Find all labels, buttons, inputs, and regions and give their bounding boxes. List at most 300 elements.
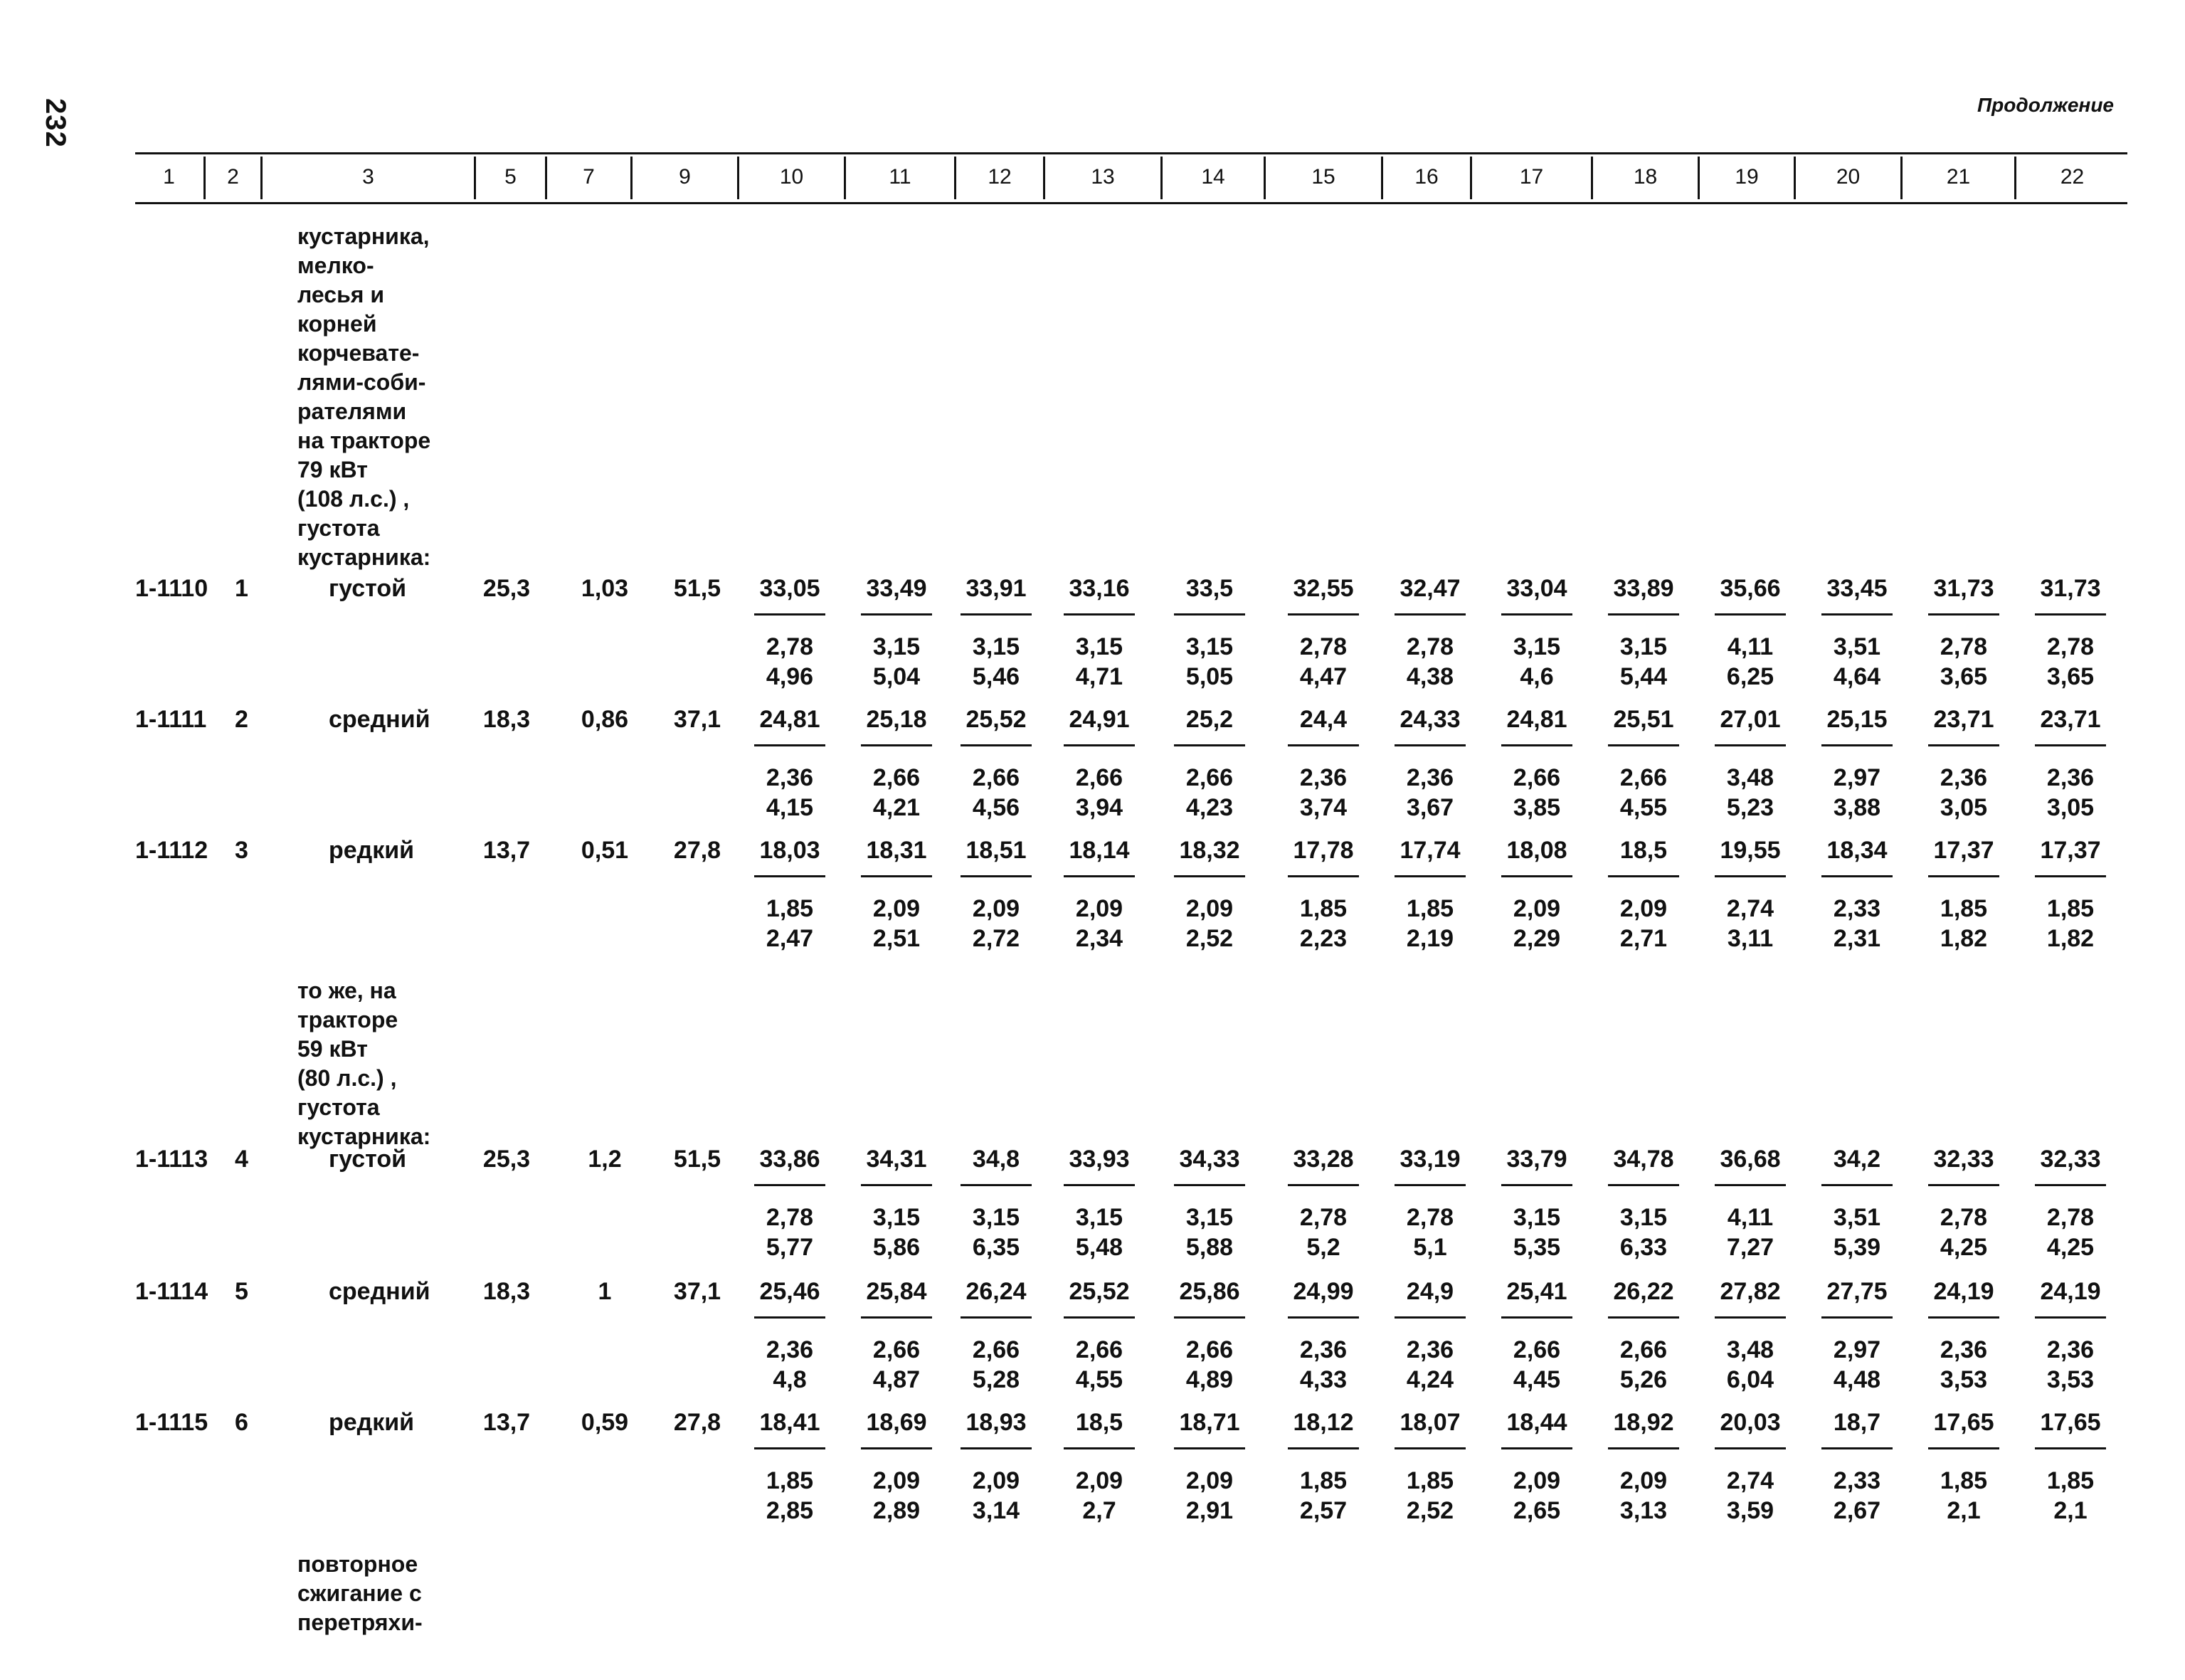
cell-total: 34,78 [1613,1146,1674,1173]
cell-wages: 2,66 [1185,1336,1234,1363]
row-density: редкий [329,837,415,864]
cell-total: 25,15 [1826,706,1888,733]
cell-machines: 3,53 [1940,1366,1988,1393]
cell-wages: 2,78 [766,633,814,660]
cell-total: 24,19 [1933,1278,1994,1305]
fraction-bar [2035,875,2106,877]
cell-machines: 4,45 [1513,1366,1561,1393]
column-separator [1794,157,1796,199]
fraction-bar [2035,1184,2106,1186]
fraction-bar [861,875,932,877]
cell-machines: 4,15 [766,794,814,821]
cell-wages: 2,09 [1513,895,1561,922]
cell-col-9: 51,5 [673,575,721,602]
row-number: 4 [235,1146,248,1173]
cell-machines: 3,13 [1619,1497,1668,1524]
cell-machines: 3,74 [1299,794,1348,821]
description-line: повторное [297,1551,418,1577]
cell-machines: 3,05 [1940,794,1988,821]
cell-total: 18,92 [1613,1409,1674,1436]
cell-total: 34,8 [972,1146,1020,1173]
cell-total: 18,34 [1826,837,1888,864]
cell-wages: 3,15 [972,1204,1020,1231]
cell-total: 33,19 [1400,1146,1461,1173]
description-line: кустарника: [297,1124,431,1149]
row-density: редкий [329,1409,415,1436]
fraction-bar [1821,875,1893,877]
cell-wages: 2,36 [1406,1336,1454,1363]
column-header-14: 14 [1201,165,1225,189]
cell-total: 33,45 [1826,575,1888,602]
cell-total: 24,9 [1406,1278,1454,1305]
cell-total: 25,86 [1179,1278,1240,1305]
column-separator [1698,157,1700,199]
cell-total: 26,22 [1613,1278,1674,1305]
cell-machines: 4,89 [1185,1366,1234,1393]
cell-total: 18,08 [1506,837,1567,864]
cell-machines: 4,38 [1406,663,1454,690]
row-code: 1-1115 [135,1409,208,1436]
cell-wages: 1,85 [1299,895,1348,922]
fraction-bar [1064,613,1135,616]
fraction-bar [1501,613,1572,616]
column-separator [954,157,956,199]
cell-machines: 3,14 [972,1497,1020,1524]
cell-total: 34,2 [1833,1146,1881,1173]
fraction-bar [1821,744,1893,746]
cell-machines: 6,33 [1619,1234,1668,1261]
column-header-5: 5 [504,165,517,189]
column-header-3: 3 [362,165,374,189]
fraction-bar [1501,1447,1572,1449]
cell-machines: 4,87 [872,1366,921,1393]
description-line: мелко- [297,253,374,278]
cell-machines: 2,23 [1299,925,1348,952]
cell-wages: 3,51 [1833,1204,1881,1231]
cell-total: 33,5 [1185,575,1234,602]
cell-col-5: 13,7 [482,837,531,864]
fraction-bar [861,1447,932,1449]
cell-wages: 3,15 [872,1204,921,1231]
cell-machines: 2,29 [1513,925,1561,952]
column-separator [2014,157,2016,199]
fraction-bar [1928,875,1999,877]
fraction-bar [1064,1184,1135,1186]
cell-wages: 3,15 [1185,1204,1234,1231]
cell-wages: 2,33 [1833,895,1881,922]
row-number: 1 [235,575,248,602]
cell-wages: 3,15 [872,633,921,660]
cell-wages: 2,66 [872,1336,921,1363]
cell-col-7: 1,03 [581,575,629,602]
cell-wages: 2,09 [1513,1467,1561,1494]
column-header-19: 19 [1735,165,1759,189]
cell-total: 23,71 [2040,706,2101,733]
fraction-bar [1288,744,1359,746]
cell-machines: 4,6 [1520,663,1554,690]
cell-wages: 2,78 [1299,633,1348,660]
row-code: 1-1112 [135,837,208,864]
fraction-bar [961,1316,1032,1319]
cell-total: 27,75 [1826,1278,1888,1305]
cell-machines: 5,05 [1185,663,1234,690]
cell-total: 25,41 [1506,1278,1567,1305]
row-number: 2 [235,706,248,733]
cell-machines: 2,1 [1947,1497,1981,1524]
cell-total: 27,82 [1720,1278,1781,1305]
cell-col-7: 0,86 [581,706,629,733]
cell-machines: 4,47 [1299,663,1348,690]
cell-wages: 1,85 [2046,1467,2095,1494]
cell-machines: 4,55 [1075,1366,1123,1393]
cell-machines: 5,04 [872,663,921,690]
cell-wages: 1,85 [1299,1467,1348,1494]
cell-machines: 4,25 [2046,1234,2095,1261]
cell-machines: 6,04 [1726,1366,1774,1393]
fraction-bar [961,1447,1032,1449]
column-header-20: 20 [1836,165,1861,189]
column-header-7: 7 [583,165,595,189]
cell-total: 18,41 [759,1409,820,1436]
column-separator [1900,157,1903,199]
column-separator [1591,157,1593,199]
cell-wages: 2,97 [1833,764,1881,791]
column-separator [1264,157,1266,199]
row-code: 1-1110 [135,575,208,602]
cell-wages: 2,78 [1406,633,1454,660]
cell-total: 31,73 [2040,575,2101,602]
cell-total: 32,55 [1293,575,1354,602]
cell-machines: 3,65 [2046,663,2095,690]
cell-machines: 5,46 [972,663,1020,690]
cell-machines: 5,23 [1726,794,1774,821]
fraction-bar [1608,744,1679,746]
cell-wages: 2,66 [1185,764,1234,791]
cell-wages: 3,15 [1075,633,1123,660]
cell-wages: 2,78 [1406,1204,1454,1231]
description-line: (108 л.с.) , [297,486,410,512]
fraction-bar [1174,875,1245,877]
cell-total: 24,81 [759,706,820,733]
fraction-bar [1928,744,1999,746]
cell-col-5: 13,7 [482,1409,531,1436]
cell-machines: 5,28 [972,1366,1020,1393]
cell-total: 18,32 [1179,837,1240,864]
fraction-bar [1608,613,1679,616]
column-header-11: 11 [889,165,911,189]
cell-wages: 3,51 [1833,633,1881,660]
description-line: на тракторе [297,428,431,453]
cell-machines: 2,52 [1406,1497,1454,1524]
cell-machines: 4,24 [1406,1366,1454,1393]
cell-wages: 2,78 [2046,1204,2095,1231]
cell-col-9: 27,8 [673,1409,721,1436]
cell-total: 33,86 [759,1146,820,1173]
row-number: 3 [235,837,248,864]
fraction-bar [1821,613,1893,616]
fraction-bar [861,1184,932,1186]
column-separator [474,157,476,199]
fraction-bar [1174,1447,1245,1449]
cell-wages: 1,85 [1406,895,1454,922]
cell-wages: 2,09 [1185,1467,1234,1494]
cell-machines: 2,72 [972,925,1020,952]
cell-total: 25,52 [965,706,1027,733]
cell-wages: 2,97 [1833,1336,1881,1363]
cell-col-7: 0,59 [581,1409,629,1436]
cell-wages: 2,36 [1940,764,1988,791]
cell-total: 24,81 [1506,706,1567,733]
cell-machines: 4,48 [1833,1366,1881,1393]
cell-machines: 3,05 [2046,794,2095,821]
cell-total: 24,99 [1293,1278,1354,1305]
fraction-bar [861,744,932,746]
cell-col-7: 1 [598,1278,612,1305]
column-separator [203,157,206,199]
cell-wages: 2,09 [972,1467,1020,1494]
fraction-bar [961,744,1032,746]
cell-total: 25,46 [759,1278,820,1305]
cell-total: 33,79 [1506,1146,1567,1173]
cell-wages: 2,78 [1299,1204,1348,1231]
fraction-bar [754,1447,825,1449]
cell-wages: 2,36 [1299,1336,1348,1363]
cell-wages: 2,36 [766,1336,814,1363]
cell-total: 18,31 [866,837,927,864]
fraction-bar [1608,1447,1679,1449]
cell-total: 24,19 [2040,1278,2101,1305]
fraction-bar [1288,613,1359,616]
cell-total: 18,71 [1179,1409,1240,1436]
fraction-bar [961,875,1032,877]
cell-machines: 2,89 [872,1497,921,1524]
fraction-bar [1928,1316,1999,1319]
cell-total: 24,4 [1299,706,1348,733]
fraction-bar [861,1316,932,1319]
cell-total: 33,28 [1293,1146,1354,1173]
cell-total: 32,47 [1400,575,1461,602]
cell-total: 17,74 [1400,837,1461,864]
description-line: лесья и [297,282,384,307]
cell-col-9: 37,1 [673,706,721,733]
fraction-bar [961,613,1032,616]
cell-machines: 3,67 [1406,794,1454,821]
cell-machines: 2,91 [1185,1497,1234,1524]
cell-machines: 3,53 [2046,1366,2095,1393]
cell-total: 18,44 [1506,1409,1567,1436]
description-line: сжигание с [297,1580,422,1606]
cell-wages: 4,11 [1727,633,1774,660]
cell-machines: 5,48 [1075,1234,1123,1261]
row-density: густой [329,1146,407,1173]
column-separator [1043,157,1045,199]
cell-total: 33,49 [866,575,927,602]
fraction-bar [1288,875,1359,877]
description-line: кустарника, [297,223,430,249]
fraction-bar [1395,613,1466,616]
description-line: корней [297,311,377,337]
cell-wages: 2,78 [1940,633,1988,660]
fraction-bar [1928,613,1999,616]
column-header-22: 22 [2060,165,2085,189]
cell-machines: 4,64 [1833,663,1881,690]
fraction-bar [2035,744,2106,746]
cell-total: 20,03 [1720,1409,1781,1436]
fraction-bar [1608,875,1679,877]
cell-total: 33,04 [1506,575,1567,602]
cell-total: 18,5 [1619,837,1668,864]
cell-machines: 3,59 [1726,1497,1774,1524]
fraction-bar [754,1184,825,1186]
cell-col-9: 51,5 [673,1146,721,1173]
cell-machines: 4,96 [766,663,814,690]
fraction-bar [1395,875,1466,877]
cell-total: 17,37 [1933,837,1994,864]
header-top-rule [135,152,2127,154]
cell-total: 18,14 [1069,837,1130,864]
cell-machines: 2,71 [1619,925,1668,952]
cell-wages: 2,66 [1619,764,1668,791]
cell-wages: 3,48 [1726,1336,1774,1363]
fraction-bar [1715,1447,1786,1449]
fraction-bar [1288,1316,1359,1319]
cell-machines: 2,19 [1406,925,1454,952]
column-separator [844,157,846,199]
fraction-bar [1715,1184,1786,1186]
fraction-bar [1501,1316,1572,1319]
cell-wages: 1,85 [2046,895,2095,922]
cell-wages: 3,15 [972,633,1020,660]
column-header-18: 18 [1633,165,1658,189]
header-bottom-rule [135,202,2127,204]
cell-total: 25,84 [866,1278,927,1305]
cell-col-5: 25,3 [482,1146,531,1173]
fraction-bar [1501,875,1572,877]
description-line: кустарника: [297,544,431,570]
cell-col-9: 37,1 [673,1278,721,1305]
cell-machines: 5,39 [1833,1234,1881,1261]
cell-total: 18,03 [759,837,820,864]
cell-wages: 2,36 [1940,1336,1988,1363]
cell-wages: 3,15 [1513,1204,1561,1231]
cell-wages: 2,09 [972,895,1020,922]
fraction-bar [1928,1184,1999,1186]
cell-wages: 2,09 [872,895,921,922]
cell-total: 32,33 [2040,1146,2101,1173]
column-separator [1470,157,1472,199]
fraction-bar [754,1316,825,1319]
row-code: 1-1111 [135,706,207,733]
cell-wages: 2,66 [1075,764,1123,791]
column-header-2: 2 [227,165,239,189]
description-line: то же, на [297,978,396,1003]
row-number: 5 [235,1278,248,1305]
cell-wages: 2,78 [1940,1204,1988,1231]
cell-total: 18,12 [1293,1409,1354,1436]
cell-total: 18,93 [965,1409,1027,1436]
cell-machines: 2,31 [1833,925,1881,952]
column-header-16: 16 [1414,165,1439,189]
cell-machines: 7,27 [1726,1234,1774,1261]
row-density: средний [329,706,430,733]
description-line: 79 кВт [297,457,368,482]
row-density: средний [329,1278,430,1305]
cell-col-7: 0,51 [581,837,629,864]
cell-machines: 3,88 [1833,794,1881,821]
fraction-bar [1064,875,1135,877]
fraction-bar [1174,1184,1245,1186]
column-header-13: 13 [1091,165,1115,189]
cell-machines: 5,77 [766,1234,814,1261]
cell-machines: 2,65 [1513,1497,1561,1524]
fraction-bar [1064,1447,1135,1449]
cell-machines: 4,55 [1619,794,1668,821]
cell-machines: 5,88 [1185,1234,1234,1261]
cell-wages: 1,85 [1940,895,1988,922]
fraction-bar [1064,744,1135,746]
cell-total: 25,2 [1185,706,1234,733]
cell-machines: 5,35 [1513,1234,1561,1261]
cell-wages: 2,66 [972,764,1020,791]
fraction-bar [1395,1316,1466,1319]
fraction-bar [1715,613,1786,616]
fraction-bar [754,744,825,746]
fraction-bar [754,613,825,616]
column-separator [260,157,263,199]
fraction-bar [1821,1184,1893,1186]
fraction-bar [1501,744,1572,746]
fraction-bar [1501,1184,1572,1186]
cell-wages: 2,33 [1833,1467,1881,1494]
cell-wages: 2,74 [1726,1467,1774,1494]
cell-wages: 2,09 [1185,895,1234,922]
cell-machines: 5,26 [1619,1366,1668,1393]
cell-wages: 3,15 [1619,633,1668,660]
fraction-bar [1288,1184,1359,1186]
cell-total: 18,07 [1400,1409,1461,1436]
description-line: 59 кВт [297,1036,368,1062]
cell-machines: 4,21 [872,794,921,821]
cell-total: 17,78 [1293,837,1354,864]
cell-machines: 4,8 [773,1366,807,1393]
cell-machines: 2,1 [2053,1497,2088,1524]
page-number: 232 [40,98,71,148]
description-line: лями-соби- [297,369,426,395]
column-header-10: 10 [779,165,804,189]
cell-wages: 3,15 [1075,1204,1123,1231]
cell-total: 26,24 [965,1278,1027,1305]
cell-wages: 1,85 [1940,1467,1988,1494]
cell-total: 33,89 [1613,575,1674,602]
column-separator [1160,157,1163,199]
cell-wages: 2,09 [872,1467,921,1494]
cell-wages: 1,85 [1406,1467,1454,1494]
cell-total: 17,65 [1933,1409,1994,1436]
cell-machines: 5,1 [1413,1234,1447,1261]
cell-machines: 5,2 [1306,1234,1340,1261]
cell-machines: 4,23 [1185,794,1234,821]
cell-total: 33,05 [759,575,820,602]
cell-wages: 2,66 [1513,764,1561,791]
cell-machines: 2,47 [766,925,814,952]
cell-col-7: 1,2 [588,1146,622,1173]
cell-total: 17,65 [2040,1409,2101,1436]
row-code: 1-1113 [135,1146,208,1173]
fraction-bar [2035,1316,2106,1319]
cell-machines: 1,82 [2046,925,2095,952]
cell-machines: 2,67 [1833,1497,1881,1524]
cell-machines: 3,65 [1940,663,1988,690]
